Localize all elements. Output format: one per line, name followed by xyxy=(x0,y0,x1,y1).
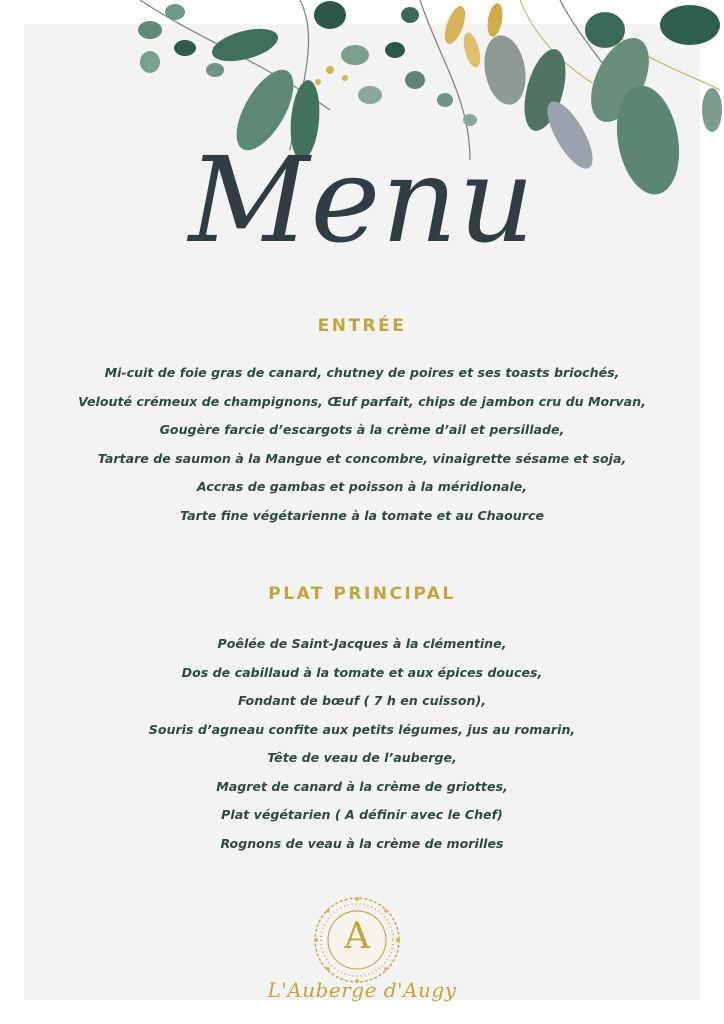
list-item: Fondant de bœuf ( 7 h en cuisson), xyxy=(237,693,487,708)
logo-letter: A xyxy=(344,916,370,957)
list-item: Poêlée de Saint-Jacques à la clémentine, xyxy=(217,636,507,651)
list-item: Rognons de veau à la crème de morilles xyxy=(220,835,504,851)
list-item: Tartare de saumon à la Mangue et concombre, vinaigrette sésame et soja, xyxy=(97,450,627,466)
list-item: Plat végétarien ( A définir avec le Chef) xyxy=(221,807,503,822)
list-item: Dos de cabillaud à la tomate et aux épices douces, xyxy=(181,664,543,680)
list-item: Magret de canard à la crème de griottes, xyxy=(216,778,508,794)
brand-name: L'Auberge d'Augy xyxy=(267,978,457,1002)
plat-principal-list xyxy=(0,630,724,858)
list-item: Mi-cuit de foie gras de canard, chutney de poires et ses toasts briochés, xyxy=(104,365,620,380)
menu-title: Menu xyxy=(188,131,536,269)
list-item: Souris d’agneau confite aux petits légumes, jus au romarin, xyxy=(148,721,576,737)
section-heading-entree: ENTRÉE xyxy=(317,316,407,336)
list-item: Tête de veau de l’auberge, xyxy=(267,750,457,765)
entree-list xyxy=(0,359,724,530)
list-item: Accras de gambas et poisson à la méridionale, xyxy=(196,479,528,494)
list-item: Gougère farcie d’escargots à la crème d’ail et persillade, xyxy=(159,422,565,437)
section-heading-plat-principal: PLAT PRINCIPAL xyxy=(268,584,456,604)
list-item: Tarte fine végétarienne à la tomate et au Chaource xyxy=(180,507,544,523)
list-item: Velouté crémeux de champignons, Œuf parfait, chips de jambon cru du Morvan, xyxy=(78,393,646,409)
